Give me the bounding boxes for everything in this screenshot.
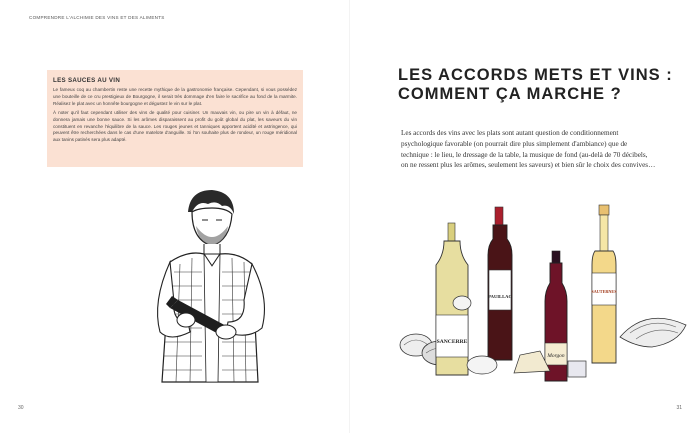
chapter-title-line-1: LES ACCORDS METS ET VINS : — [398, 66, 673, 84]
intro-paragraph: Les accords des vins avec les plats sont autant question de conditionnement psychologique favorable (on pourrait dire plus simplement d'ambiance) que de technique : le lieu, le dressage de la table, la musique de fond (au-delà de 70 décibels, on ne ressent plus les arômes, seulement les saveurs) et bien sûr le choix des convives… — [401, 129, 656, 170]
chapter-title — [398, 66, 678, 104]
sancerre-label: SANCERRE — [436, 339, 468, 345]
sidebar-title: LES SAUCES AU VIN — [53, 77, 121, 84]
running-head: COMPRENDRE L'ALCHIMIE DES VINS ET DES ALIMENTS — [29, 15, 165, 20]
sidebar-paragraph: À noter qu'il faut cependant utiliser des vins de qualité pour cuisiner. Un mauvais vin, ou pire un vin à défaut, ne donnera jamais une bonne sauce. Si les arômes disparaissent au profit du goût global du plat, les saveurs du vin constituent en revanche l'équilibre de la sauce. Les rouges jeunes et tanniques apportent acidité et astringence, qui peuvent être recherchées dans le cas d'une matelote d'anguille. Si l'on souhaite plus de rondeur, un rouge méridional aux tanins patinés sera plus adapté. — [53, 109, 297, 143]
right-page — [350, 0, 700, 433]
pastry-illustration — [620, 318, 686, 347]
morgon-label: Morgon — [547, 353, 565, 359]
pauillac-bottle — [488, 207, 512, 360]
sauternes-bottle — [591, 205, 617, 363]
sidebar-paragraph: Le fameux coq au chambertin reste une recette mythique de la gastronomie française. Cependant, si vous possédez une bouteille de ce cru prestigieux de Bourgogne, il serait très dommage d'en faire le sacrifice au fond de la marmite. Réalisez le plat avec un honnête bourgogne et dégustez le vin sur le plat. — [53, 87, 297, 106]
sauces-sidebar — [47, 70, 303, 167]
pauillac-label: PAUILLAC — [488, 294, 512, 299]
chapter-title-line-2: COMMENT ÇA MARCHE ? — [398, 85, 622, 103]
sauternes-label: SAUTERNES — [591, 289, 617, 294]
page-number-right: 31 — [676, 405, 682, 411]
wine-bottles-illustration — [390, 195, 690, 390]
morgon-bottle — [545, 251, 567, 381]
man-holding-bottle-illustration — [130, 182, 290, 392]
page-number-left: 30 — [18, 405, 24, 411]
